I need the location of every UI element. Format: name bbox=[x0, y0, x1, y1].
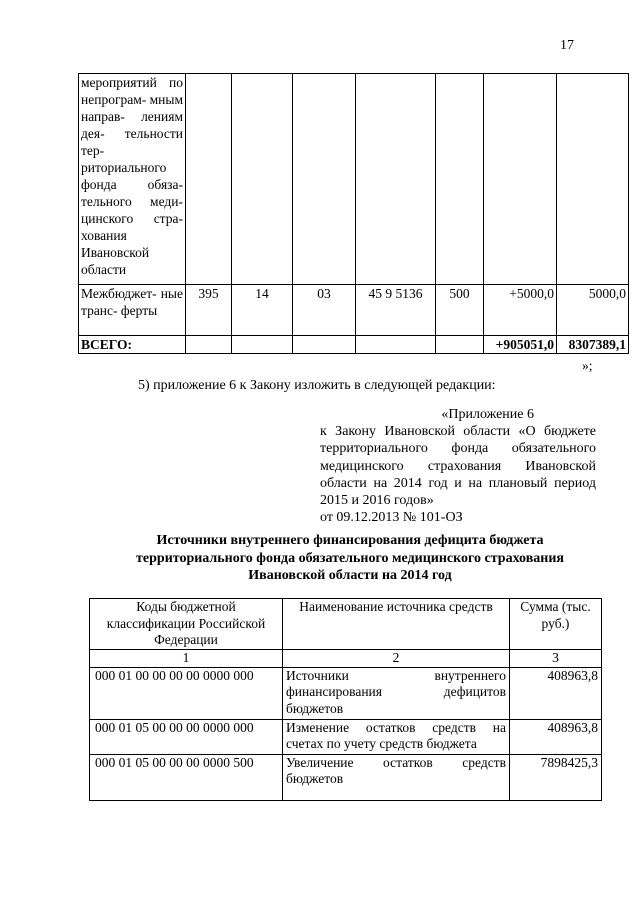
table-cell-amount: 5000,0 bbox=[557, 285, 629, 336]
header-sum: Сумма (тыс. руб.) bbox=[510, 599, 602, 650]
total-change: +905051,0 bbox=[484, 336, 557, 354]
total-label: ВСЕГО: bbox=[79, 336, 186, 354]
header-codes: Коды бюджетной классификации Российской Федерации bbox=[90, 599, 283, 650]
table-cell-name: Межбюджет- ные транс- ферты bbox=[79, 285, 186, 336]
table-cell bbox=[484, 74, 557, 285]
page-number: 17 bbox=[560, 38, 574, 53]
total-row bbox=[79, 336, 629, 354]
table-cell bbox=[557, 74, 629, 285]
table-cell-name: Изменение остатков средств на счетах по учету средств бюджета bbox=[283, 719, 510, 754]
table-cell bbox=[356, 336, 436, 354]
table-cell-code: 000 01 00 00 00 00 0000 000 bbox=[90, 667, 283, 719]
table-cell bbox=[232, 74, 293, 285]
section-heading bbox=[80, 532, 620, 585]
table-cell-subsection: 03 bbox=[293, 285, 356, 336]
expenditure-table bbox=[78, 73, 629, 354]
table-cell bbox=[293, 74, 356, 285]
table-cell-section: 14 bbox=[232, 285, 293, 336]
table-row bbox=[90, 719, 602, 754]
total-amount: 8307389,1 bbox=[557, 336, 629, 354]
column-number: 2 bbox=[283, 650, 510, 668]
table-cell bbox=[356, 74, 436, 285]
table-cell-sum: 408963,8 bbox=[510, 667, 602, 719]
table-cell-sum: 408963,8 bbox=[510, 719, 602, 754]
financing-sources-table bbox=[89, 598, 602, 801]
table-row bbox=[79, 74, 629, 285]
table-number-row bbox=[90, 650, 602, 668]
table-cell-ministry: 395 bbox=[186, 285, 232, 336]
table-cell-name: Источники внутреннего финансирования дефицитов бюджетов bbox=[283, 667, 510, 719]
column-number: 1 bbox=[90, 650, 283, 668]
appendix-body: к Закону Ивановской области «О бюджете территориального фонда обязательного медицинского страхования Ивановской области на 2014 год и на плановый период 2015 и 2016 годов» bbox=[320, 424, 596, 509]
table-header-row bbox=[90, 599, 602, 650]
heading-line: территориального фонда обязательного медицинского страхования bbox=[136, 550, 564, 566]
header-name: Наименование источника средств bbox=[283, 599, 510, 650]
table-cell-change: +5000,0 bbox=[484, 285, 557, 336]
table-cell bbox=[232, 336, 293, 354]
table-cell bbox=[436, 336, 484, 354]
table-cell bbox=[293, 336, 356, 354]
heading-line: Источники внутреннего финансирования дефицита бюджета bbox=[156, 533, 544, 548]
table-cell-name: Увеличение остатков средств бюджетов bbox=[283, 754, 510, 800]
table-row bbox=[79, 285, 629, 336]
table-cell-code: 000 01 05 00 00 00 0000 000 bbox=[90, 719, 283, 754]
table-cell bbox=[436, 74, 484, 285]
table-cell-expense-type: 500 bbox=[436, 285, 484, 336]
table-cell bbox=[186, 74, 232, 285]
appendix-title: «Приложение 6 bbox=[441, 407, 534, 422]
table-cell-code: 000 01 05 00 00 00 0000 500 bbox=[90, 754, 283, 800]
closing-quote: »; bbox=[582, 358, 593, 373]
table-row bbox=[90, 667, 602, 719]
appendix-date: от 09.12.2013 № 101-ОЗ bbox=[320, 510, 463, 526]
heading-line: Ивановской области на 2014 год bbox=[248, 568, 452, 583]
table-cell-target-item: 45 9 5136 bbox=[356, 285, 436, 336]
table-cell bbox=[186, 336, 232, 354]
intro-paragraph: 5) приложение 6 к Закону изложить в следующей редакции: bbox=[138, 378, 496, 393]
table-cell-sum: 7898425,3 bbox=[510, 754, 602, 800]
table-cell-name: мероприятий по непрограм- мным направ- лениям дея- тельности тер- риториального фонда обяза- тельного меди- цинского стра- хования Ивановской области bbox=[79, 74, 186, 285]
column-number: 3 bbox=[510, 650, 602, 668]
appendix-reference bbox=[320, 406, 596, 526]
table-row bbox=[90, 754, 602, 800]
